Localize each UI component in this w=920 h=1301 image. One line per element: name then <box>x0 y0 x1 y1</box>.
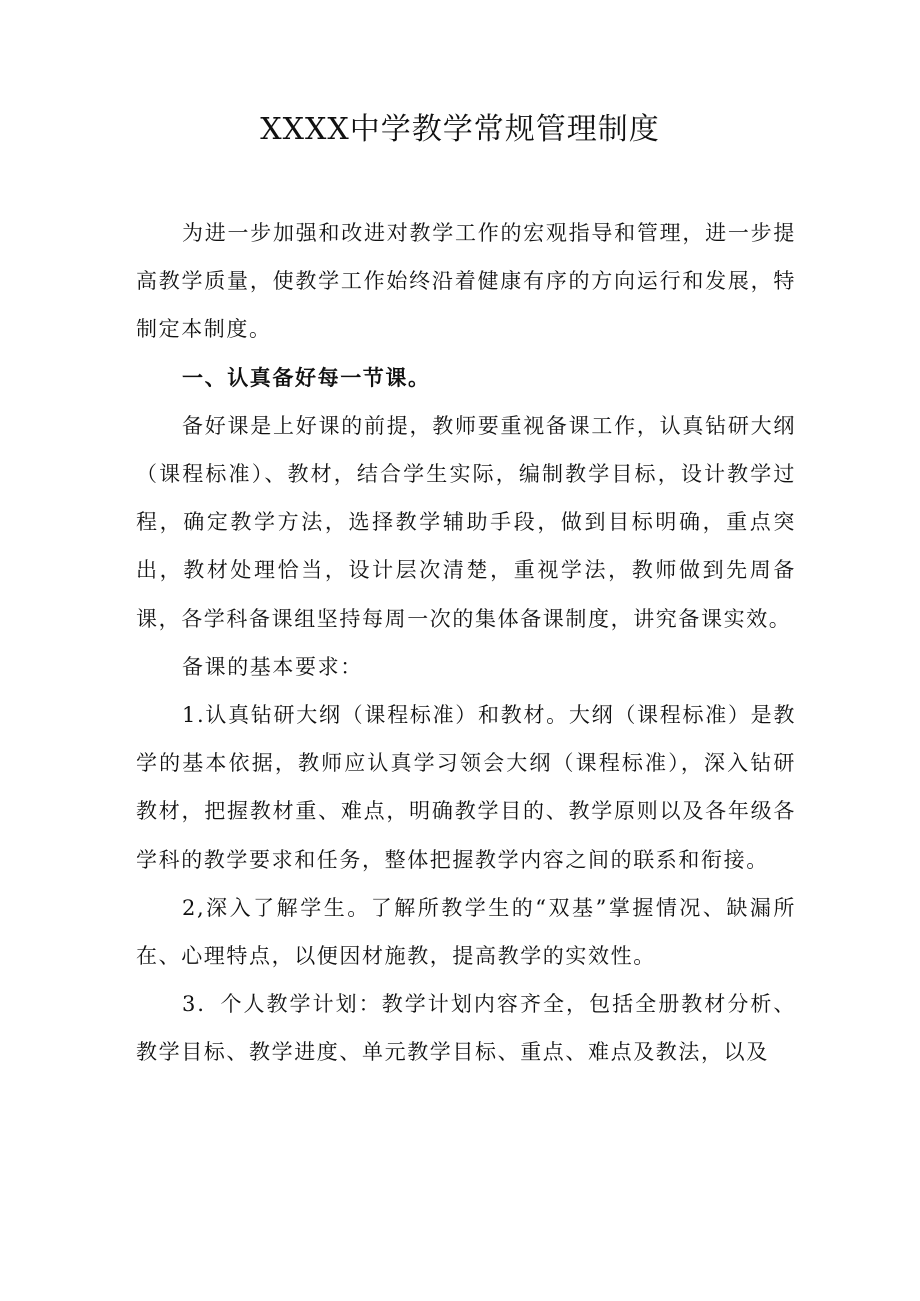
section-heading: 一、认真备好每一节课。 <box>182 365 431 390</box>
document-title: XXXX中学教学常规管理制度 <box>260 112 660 147</box>
section-paragraph: 备好课是上好课的前提，教师要重视备课工作，认真钻研大纲（课程标准）、教材，结合学生实际，编制教学目标，设计教学过程，确定教学方法，选择教学辅助手段，做到目标明确，重点突出，教材处理恰当，设计层次清楚，重视学法，教师做到先周备课，各学科备课组坚持每周一次的集体备课制度，讲究备课实效。 <box>136 413 796 631</box>
intro-paragraph: 为进一步加强和改进对教学工作的宏观指导和管理，进一步提高教学质量，使教学工作始终沿着健康有序的方向运行和发展，特制定本制度。 <box>136 221 796 342</box>
document-body <box>136 209 796 1077</box>
requirements-label: 备课的基本要求： <box>182 654 363 679</box>
requirement-item-1: 1.认真钻研大纲（课程标准）和教材。大纲（课程标准）是教学的基本依据，教师应认真学习领会大纲（课程标准），深入钻研教材，把握教材重、难点，明确教学目的、教学原则以及各年级各学科的教学要求和任务，整体把握教学内容之间的联系和衔接。 <box>136 703 796 872</box>
requirement-item-3: 3．个人教学计划：教学计划内容齐全，包括全册教材分析、教学目标、教学进度、单元教学目标、重点、难点及教法，以及 <box>136 992 796 1065</box>
requirement-item-2: 2,深入了解学生。了解所教学生的“双基”掌握情况、缺漏所在、心理特点，以便因材施教，提高教学的实效性。 <box>136 895 796 969</box>
